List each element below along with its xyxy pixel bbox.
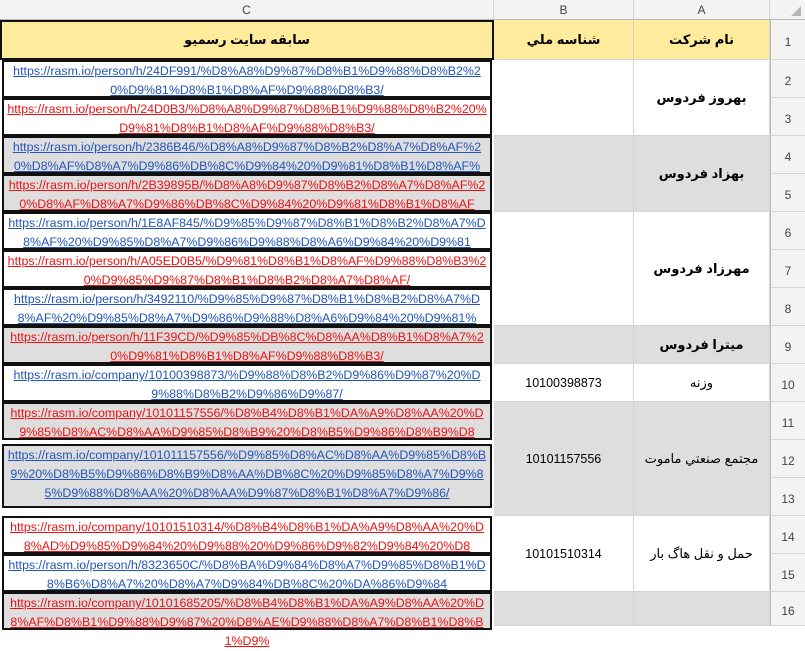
history-link[interactable]: https://rasm.io/person/h/8323650C/%D8%BA%D9%84%D8%A7%D9%85%D8%B1%D8%B6%D8%A7%20%D8%A7%D9%84%DB%8C%20%DA%86%D9%84 bbox=[2, 554, 492, 592]
row-header-8[interactable]: 8 bbox=[770, 288, 805, 326]
national-id-cell[interactable]: 10101510314 bbox=[494, 516, 634, 592]
national-id-cell[interactable] bbox=[494, 60, 634, 136]
company-name-cell[interactable]: ميترا فردوس bbox=[634, 326, 770, 364]
select-all-corner[interactable] bbox=[770, 0, 805, 20]
row-header-16[interactable]: 16 bbox=[770, 592, 805, 626]
national-id-cell[interactable] bbox=[494, 212, 634, 326]
row-header-10[interactable]: 10 bbox=[770, 364, 805, 402]
row-header-3[interactable]: 3 bbox=[770, 98, 805, 136]
history-link[interactable]: https://rasm.io/person/h/24DF991/%D8%A8%D9%87%D8%B1%D9%88%D8%B2%20%D9%81%D8%B1%D8%AF%D9%88%D8%B3/ bbox=[2, 60, 492, 98]
history-link[interactable]: https://rasm.io/company/10101510314/%D8%B4%D8%B1%DA%A9%D8%AA%20%D8%AD%D9%85%D9%84%20%D9%88%20%D9%86%D9%82%D9%84%20%D8 bbox=[2, 516, 492, 554]
national-id-cell[interactable] bbox=[494, 136, 634, 212]
history-link[interactable]: https://rasm.io/person/h/11F39CD/%D9%85%DB%8C%D8%AA%D8%B1%D8%A7%20%D9%81%D8%B1%D8%AF%D9%88%D8%B3/ bbox=[2, 326, 492, 364]
select-all-icon bbox=[791, 6, 801, 16]
row-header-14[interactable]: 14 bbox=[770, 516, 805, 554]
row-header-9[interactable]: 9 bbox=[770, 326, 805, 364]
company-name-cell[interactable]: مجتمع صنعتي ماموت bbox=[634, 402, 770, 516]
row-header-7[interactable]: 7 bbox=[770, 250, 805, 288]
row-header-4[interactable]: 4 bbox=[770, 136, 805, 174]
national-id-cell[interactable] bbox=[494, 326, 634, 364]
column-header-a[interactable]: A bbox=[634, 0, 770, 20]
history-link[interactable]: https://rasm.io/person/h/2B39895B/%D8%A8%D9%87%D8%B2%D8%A7%D8%AF%20%D8%AF%D8%A7%D9%86%DB%8C%D9%84%20%D9%81%D8%B1%D8%AF bbox=[2, 174, 492, 212]
history-link[interactable]: https://rasm.io/company/10101157556/%D8%B4%D8%B1%DA%A9%D8%AA%20%D9%85%D8%AC%D8%AA%D9%85%D8%B9%20%D8%B5%D9%86%D8%B9%D8 bbox=[2, 402, 492, 440]
header-company-name[interactable]: نام شركت bbox=[634, 20, 770, 60]
company-name-cell[interactable]: بهزاد فردوس bbox=[634, 136, 770, 212]
header-national-id[interactable]: شناسه ملي bbox=[494, 20, 634, 60]
history-link[interactable]: https://rasm.io/person/h/24D0B3/%D8%A8%D9%87%D8%B1%D9%88%D8%B2%20%D9%81%D8%B1%D8%AF%D9%88%D8%B3/ bbox=[2, 98, 492, 136]
history-link[interactable]: https://rasm.io/company/10100398873/%D9%88%D8%B2%D9%86%D9%87%20%D9%88%D8%B2%D9%86%D9%87/ bbox=[2, 364, 492, 402]
row-header-11[interactable]: 11 bbox=[770, 402, 805, 440]
history-link[interactable]: https://rasm.io/person/h/2386B46/%D8%A8%D9%87%D8%B2%D8%A7%D8%AF%20%D8%AF%D8%A7%D9%86%DB%8C%D9%84%20%D9%81%D8%B1%D8%AF% bbox=[2, 136, 492, 174]
national-id-cell[interactable]: 10100398873 bbox=[494, 364, 634, 402]
history-link[interactable]: https://rasm.io/company/10101685205/%D8%B4%D8%B1%DA%A9%D8%AA%20%D8%AF%D8%B1%D9%88%D9%87%20%D8%AE%D9%88%D8%A7%D8%B1%D8%B1%D9% bbox=[2, 592, 492, 630]
row-header-2[interactable]: 2 bbox=[770, 60, 805, 98]
row-header-15[interactable]: 15 bbox=[770, 554, 805, 592]
national-id-cell[interactable]: 10101157556 bbox=[494, 402, 634, 516]
history-link[interactable]: https://rasm.io/person/h/3492110/%D9%85%D9%87%D8%B1%D8%B2%D8%A7%D8%AF%20%D9%85%D8%A7%D9%86%D9%88%D8%A6%D9%84%20%D9%81% bbox=[2, 288, 492, 326]
company-name-cell[interactable]: وزنه bbox=[634, 364, 770, 402]
row-header-1[interactable]: 1 bbox=[770, 20, 805, 60]
column-header-c[interactable]: C bbox=[0, 0, 494, 20]
company-name-cell[interactable]: مهرزاد فردوس bbox=[634, 212, 770, 326]
row-header-13[interactable]: 13 bbox=[770, 478, 805, 516]
history-link[interactable]: https://rasm.io/person/h/A05ED0B5/%D9%81%D8%B1%D8%AF%D9%88%D8%B3%20%D9%85%D9%87%D8%B1%D8%B2%D8%A7%D8%AF/ bbox=[2, 250, 492, 288]
header-history[interactable]: سابقه سایت رسمیو bbox=[0, 20, 494, 60]
company-name-cell[interactable] bbox=[634, 592, 770, 626]
national-id-cell[interactable] bbox=[494, 592, 634, 626]
row-header-5[interactable]: 5 bbox=[770, 174, 805, 212]
column-header-b[interactable]: B bbox=[494, 0, 634, 20]
row-header-6[interactable]: 6 bbox=[770, 212, 805, 250]
history-link[interactable]: https://rasm.io/person/h/1E8AF845/%D9%85%D9%87%D8%B1%D8%B2%D8%A7%D8%AF%20%D9%85%D8%A7%D9%86%D9%88%D8%A6%D9%84%20%D9%81 bbox=[2, 212, 492, 250]
history-link[interactable]: https://rasm.io/company/101011157556/%D9%85%D8%AC%D8%AA%D9%85%D8%B9%20%D8%B5%D9%86%D8%B9%D8%AA%DB%8C%20%D9%85%D8%A7%D9%85%D9%88%D8%AA%20%D8%AA%D9%87%D8%B1%D8%A7%D9%86/ bbox=[2, 444, 492, 508]
company-name-cell[interactable]: بهروز فردوس bbox=[634, 60, 770, 136]
company-name-cell[interactable]: حمل و نقل هاگ بار bbox=[634, 516, 770, 592]
row-header-12[interactable]: 12 bbox=[770, 440, 805, 478]
